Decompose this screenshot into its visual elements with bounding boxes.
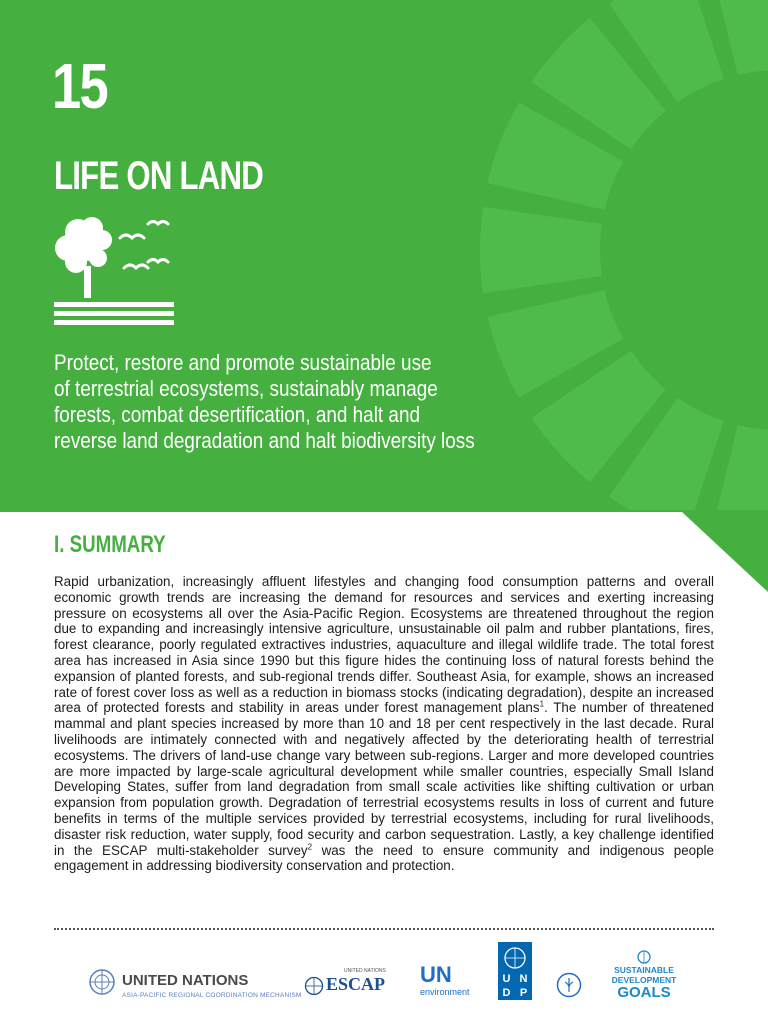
tagline-line: Protect, restore and promote sustainable use: [54, 350, 432, 375]
footer-divider: [54, 928, 714, 930]
tagline-line: reverse land degradation and halt biodiversity loss: [54, 428, 475, 453]
goal-number: 15: [52, 50, 108, 122]
summary-text-part3: was the need to ensure community and indigenous people engagement in addressing biodiversity conservation and protection.: [54, 842, 714, 874]
sdg-emblem-icon: [637, 950, 651, 964]
goal-tagline: [54, 350, 614, 454]
un-emblem-icon: [503, 946, 527, 970]
footnote-ref[interactable]: 1: [539, 699, 545, 709]
fao-logo: [556, 972, 582, 1003]
un-emblem-icon: [304, 976, 324, 996]
tree-birds-icon: [52, 214, 176, 330]
un-name: UNITED NATIONS: [122, 972, 249, 989]
undp-letter: U: [502, 973, 511, 985]
sdg-goals: GOALS: [617, 984, 671, 1001]
unep-un-label: UN: [420, 962, 452, 987]
tagline-line: forests, combat desertification, and halt and: [54, 402, 420, 427]
undp-letter: N: [519, 973, 528, 985]
sdg-logo: [608, 950, 680, 1001]
tagline-line: of terrestrial ecosystems, sustainably manage: [54, 376, 438, 401]
summary-text-part1: Rapid urbanization, increasingly affluent lifestyles and changing food consumption patterns and overall economic growth trends are increasing the demand for resources and services and exerting increasing pressure on ecosystems all over the Asia-Pacific Region. Ecosystems are threatened throughout the region due to expanding and increasingly intensive agriculture, unsustainable oil palm and rubber plantations, fires, forest clearance, poorly regulated extractives industries, aquaculture and illegal wildlife trade. The total forest area has increased in Asia since 1990 but this figure hides the continuing loss of natural forests behind the expansion of planted forests, and sub-regional trends differ. Southeast Asia, for example, shows an increased rate of forest cover loss as well as a reduction in biomass stocks (indicating degradation), despite an increased area of protected forests and stability in areas under forest management plans: [54, 574, 714, 716]
goal-title: LIFE ON LAND: [54, 154, 264, 198]
escap-logo: [304, 968, 394, 998]
summary-paragraph: [54, 574, 714, 874]
undp-letter: P: [519, 987, 528, 999]
sdg-line2: DEVELOPMENT: [611, 975, 677, 985]
unep-logo: [420, 964, 470, 998]
partner-logos: [0, 940, 768, 1010]
unep-env-label: environment: [420, 987, 470, 997]
fao-emblem-icon: [556, 972, 582, 998]
undp-logo: [498, 942, 532, 1000]
section-heading: I. SUMMARY: [54, 531, 166, 558]
un-subtitle: ASIA-PACIFIC REGIONAL COORDINATION MECHANISM: [122, 992, 302, 999]
undp-letter: D: [502, 987, 511, 999]
escap-small-label: UNITED NATIONS: [344, 968, 386, 974]
footnote-ref[interactable]: 2: [307, 842, 313, 852]
escap-label: ESCAP: [326, 974, 386, 994]
un-emblem-icon: [88, 968, 116, 996]
wheel-segment: [480, 207, 602, 294]
sdg-line1: SUSTAINABLE: [614, 965, 674, 975]
summary-text-part2: . The number of threatened mammal and plant species increased by more than 10 and 18 per cent respectively in the last decade. Rural livelihoods are intimately connected with and negatively affected by the deteriorating health of terrestrial ecosystems. The drivers of land-use change vary between sub-regions. Larger and more developed countries are more impacted by large-scale agricultural development while smaller countries, especially Small Island Developing States, suffer from land degradation from small scale activities like shifting cultivation or urban expansion from population growth. Degradation of terrestrial ecosystems results in loss of current and future benefits in terms of the multiple services provided by terrestrial ecosystems, including for rural livelihoods, disaster risk reduction, water supply, food security and carbon sequestration. Lastly, a key challenge identified in the ESCAP multi-stakeholder survey: [54, 700, 714, 858]
